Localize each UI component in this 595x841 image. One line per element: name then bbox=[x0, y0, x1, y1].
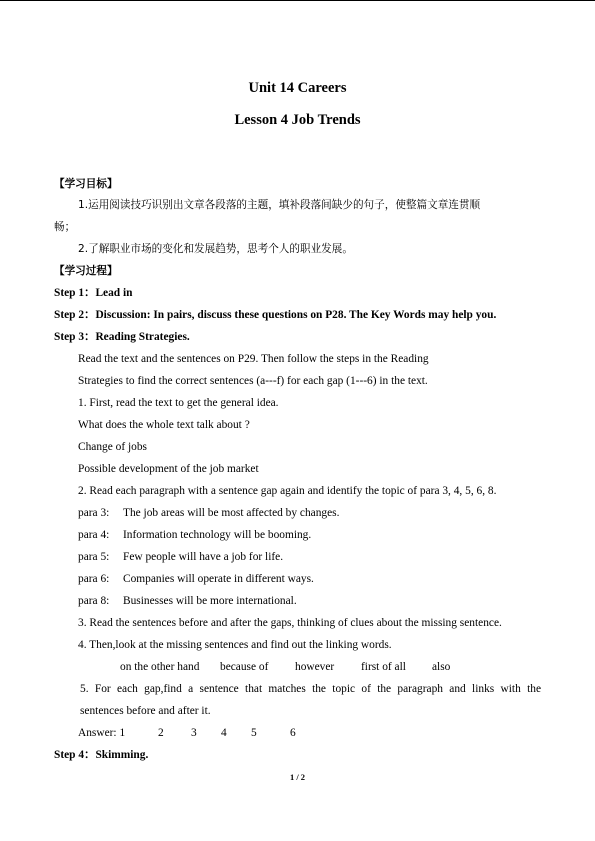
step-3-point-5-line-2: sentences before and after it. bbox=[80, 705, 211, 717]
para-label: para 8: bbox=[78, 595, 110, 607]
answer-number: 6 bbox=[290, 727, 296, 739]
step-3-line: What does the whole text talk about ? bbox=[78, 419, 250, 431]
step-3-line: Read the text and the sentences on P29. Then follow the steps in the Reading bbox=[78, 353, 429, 365]
step-3-point-5-line-1: 5. For each gap,find a sentence that matches the topic of the paragraph and links with the bbox=[80, 683, 541, 695]
step-2: Step 2：Discussion: In pairs, discuss these questions on P28. The Key Words may help you. bbox=[54, 309, 497, 321]
step-3-line: 1. First, read the text to get the general idea. bbox=[78, 397, 279, 409]
step-4: Step 4：Skimming. bbox=[54, 749, 149, 761]
para-topic: The job areas will be most affected by changes. bbox=[123, 507, 340, 519]
para-topic: Businesses will be more international. bbox=[123, 595, 297, 607]
objectives-heading: 【学习目标】 bbox=[54, 178, 118, 190]
linking-word: because of bbox=[220, 661, 269, 673]
step-3-line: Change of jobs bbox=[78, 441, 147, 453]
para-topic: Information technology will be booming. bbox=[123, 529, 312, 541]
answer-number: 2 bbox=[158, 727, 164, 739]
answer-number: 3 bbox=[191, 727, 197, 739]
para-label: para 5: bbox=[78, 551, 110, 563]
para-topic-row bbox=[78, 594, 297, 608]
para-label: para 6: bbox=[78, 573, 110, 585]
process-heading: 【学习过程】 bbox=[54, 265, 118, 277]
linking-word: also bbox=[432, 661, 451, 673]
answer-number: 4 bbox=[221, 727, 227, 739]
answer-row bbox=[78, 726, 296, 740]
step-3-line: Possible development of the job market bbox=[78, 463, 259, 475]
page-top-border bbox=[0, 0, 595, 1]
linking-word: first of all bbox=[361, 661, 406, 673]
answer-label: Answer: 1 bbox=[78, 727, 126, 739]
page-title: Unit 14 Careers bbox=[248, 80, 347, 96]
para-topic: Companies will operate in different ways. bbox=[123, 573, 314, 585]
step-3-point-3: 3. Read the sentences before and after the gaps, thinking of clues about the missing sentence. bbox=[78, 617, 502, 629]
para-topic-row bbox=[78, 572, 314, 586]
step-3: Step 3：Reading Strategies. bbox=[54, 331, 190, 343]
para-topic-row bbox=[78, 550, 283, 564]
linking-words-row bbox=[120, 660, 450, 674]
para-topic-row bbox=[78, 506, 339, 520]
linking-word: however bbox=[295, 661, 335, 673]
step-3-line: 2. Read each paragraph with a sentence gap again and identify the topic of para 3, 4, 5, 6, 8. bbox=[78, 485, 497, 497]
page-number: 1 / 2 bbox=[289, 772, 306, 782]
step-3-line: Strategies to find the correct sentences (a---f) for each gap (1---6) in the text. bbox=[78, 375, 428, 387]
para-topic-row bbox=[78, 528, 311, 542]
step-3-point-4: 4. Then,look at the missing sentences and find out the linking words. bbox=[78, 639, 392, 651]
page-subtitle: Lesson 4 Job Trends bbox=[234, 112, 361, 128]
step-1: Step 1：Lead in bbox=[54, 287, 133, 299]
objective-1-line-1: 1.运用阅读技巧识别出文章各段落的主题，填补段落间缺少的句子，使整篇文章连贯顺 bbox=[78, 199, 481, 211]
linking-word: on the other hand bbox=[120, 661, 200, 673]
objective-2: 2.了解职业市场的变化和发展趋势，思考个人的职业发展。 bbox=[78, 243, 353, 255]
para-label: para 4: bbox=[78, 529, 110, 541]
para-topic: Few people will have a job for life. bbox=[123, 551, 284, 563]
objective-1-line-2: 畅； bbox=[54, 221, 76, 233]
answer-number: 5 bbox=[251, 727, 257, 739]
para-label: para 3: bbox=[78, 507, 110, 519]
